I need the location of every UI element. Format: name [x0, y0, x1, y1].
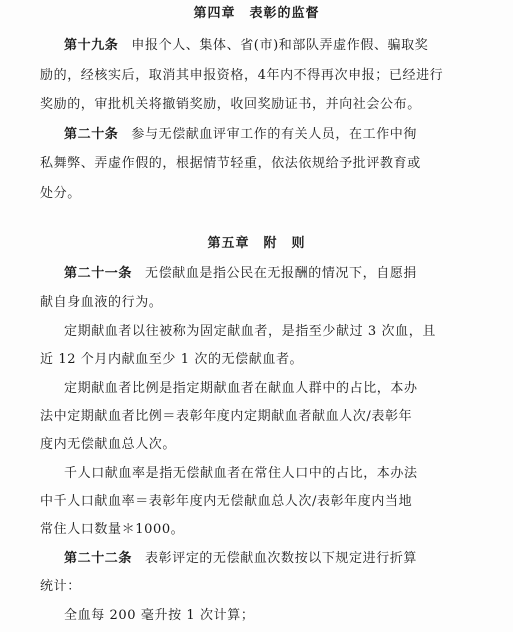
article-21-line-2: 献自身血液的行为。	[40, 295, 163, 310]
article-21-p2-line-2: 近 12 个月内献血至少 1 次的无偿献血者。	[40, 352, 304, 367]
article-21-p3-line-3: 度内无偿献血总人次。	[40, 437, 177, 452]
article-22-line-1	[0, 547, 513, 566]
article-21-p4-line-1: 千人口献血率是指无偿献血者在常住人口中的占比，本办法	[64, 466, 418, 481]
article-22-line-2: 统计：	[40, 579, 81, 594]
article-21-p2-line-1: 定期献血者以往被称为固定献血者，是指至少献过 3 次血，且	[64, 324, 436, 339]
chapter-4-title: 第四章 表彰的监督	[193, 6, 320, 21]
article-19-text-1: 申报个人、集体、省(市)和部队弄虚作假、骗取奖	[131, 38, 429, 53]
article-22-label: 第二十二条	[64, 551, 133, 566]
article-21-p4-line-2: 中千人口献血率＝表彰年度内无偿献血总人次/表彰年度内当地	[40, 494, 413, 509]
article-19-label: 第十九条	[64, 38, 119, 53]
article-21-p3-line-2: 法中定期献血者比例＝表彰年度内定期献血者献血人次/表彰年	[40, 409, 413, 424]
article-20-text-1: 参与无偿献血评审工作的有关人员，在工作中徇	[131, 127, 418, 142]
article-21-text-1: 无偿献血是指公民在无报酬的情况下，自愿捐	[145, 266, 418, 281]
article-21-p3-line-1: 定期献血者比例是指定期献血者在献血人群中的占比，本办	[64, 381, 418, 396]
article-21-p4-line-3: 常住人口数量＊1000。	[40, 522, 185, 537]
article-20-line-1	[0, 123, 513, 142]
chapter-5-title: 第五章 附 则	[207, 236, 306, 251]
article-21-label: 第二十一条	[64, 266, 133, 281]
article-19-line-3: 奖励的，审批机关将撤销奖励，收回奖励证书，并向社会公布。	[40, 97, 421, 112]
article-22-p2-line-1: 全血每 200 毫升按 1 次计算；	[64, 608, 255, 623]
article-20-line-3: 处分。	[40, 186, 81, 201]
article-19-line-2: 励的，经核实后，取消其申报资格，4年内不得再次申报；已经进行	[40, 68, 444, 83]
article-19-line-1	[0, 34, 513, 53]
article-20-line-2: 私舞弊、弄虚作假的，根据情节轻重，依法依规给予批评教育或	[40, 156, 421, 171]
article-20-label: 第二十条	[64, 127, 119, 142]
article-22-text-1: 表彰评定的无偿献血次数按以下规定进行折算	[145, 551, 418, 566]
article-21-line-1	[0, 262, 513, 281]
